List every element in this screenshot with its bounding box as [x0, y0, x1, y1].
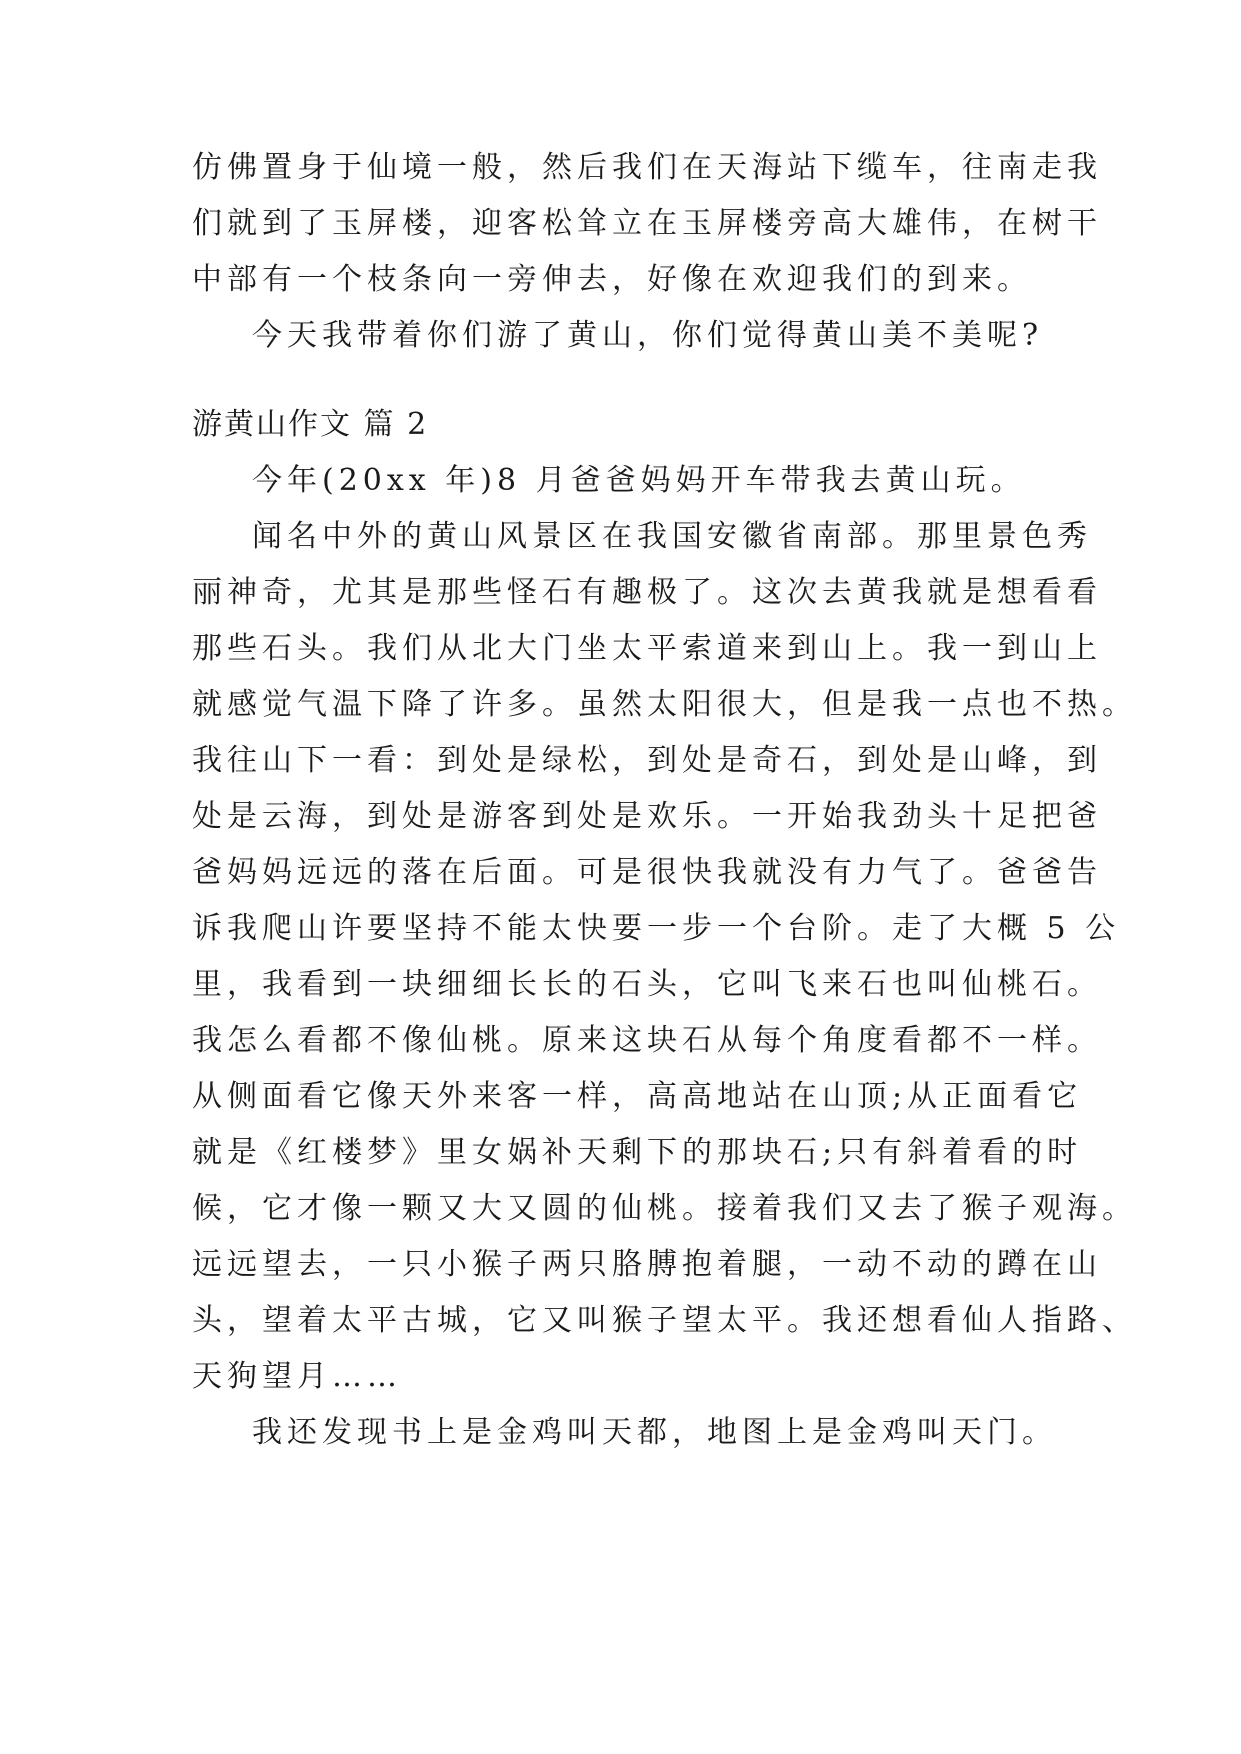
paragraph-line: 就是《红楼梦》里女娲补天剩下的那块石;只有斜着看的时 [192, 1135, 1083, 1170]
paragraph-line: 中部有一个枝条向一旁伸去，好像在欢迎我们的到来。 [192, 262, 1032, 297]
paragraph-line: 就感觉气温下降了许多。虽然太阳很大，但是我一点也不热。 [192, 687, 1137, 722]
paragraph-line: 里，我看到一块细细长长的石头，它叫飞来石也叫仙桃石。 [192, 967, 1102, 1002]
paragraph-line: 今年(20xx 年)8 月爸爸妈妈开车带我去黄山玩。 [252, 463, 1026, 498]
paragraph-line: 从侧面看它像天外来客一样，高高地站在山顶;从正面看它 [192, 1079, 1083, 1114]
paragraph-line: 我怎么看都不像仙桃。原来这块石从每个角度看都不一样。 [192, 1023, 1102, 1058]
paragraph-line: 远远望去，一只小猴子两只胳膊抱着腿，一动不动的蹲在山 [192, 1247, 1102, 1282]
paragraph-line: 诉我爬山许要坚持不能太快要一步一个台阶。走了大概 5 公 [192, 911, 1121, 946]
paragraph-line: 处是云海，到处是游客到处是欢乐。一开始我劲头十足把爸 [192, 799, 1102, 834]
paragraph-line: 闻名中外的黄山风景区在我国安徽省南部。那里景色秀 [252, 519, 1092, 554]
section-heading: 游黄山作文 篇 2 [192, 407, 429, 442]
paragraph-line: 我往山下一看：到处是绿松，到处是奇石，到处是山峰，到 [192, 743, 1102, 778]
paragraph-line: 我还发现书上是金鸡叫天都，地图上是金鸡叫天门。 [252, 1415, 1057, 1450]
paragraph-line: 们就到了玉屏楼，迎客松耸立在玉屏楼旁高大雄伟，在树干 [192, 206, 1102, 241]
paragraph-line: 那些石头。我们从北大门坐太平索道来到山上。我一到山上 [192, 631, 1102, 666]
paragraph-line: 今天我带着你们游了黄山，你们觉得黄山美不美呢? [252, 318, 1044, 353]
paragraph-line: 头，望着太平古城，它又叫猴子望太平。我还想看仙人指路、 [192, 1303, 1137, 1338]
paragraph-line: 候，它才像一颗又大又圆的仙桃。接着我们又去了猴子观海。 [192, 1191, 1137, 1226]
paragraph-line: 仿佛置身于仙境一般，然后我们在天海站下缆车，往南走我 [192, 150, 1102, 185]
paragraph-line: 天狗望月…… [192, 1359, 402, 1394]
paragraph-line: 丽神奇，尤其是那些怪石有趣极了。这次去黄我就是想看看 [192, 575, 1102, 610]
paragraph-line: 爸妈妈远远的落在后面。可是很快我就没有力气了。爸爸告 [192, 855, 1102, 890]
